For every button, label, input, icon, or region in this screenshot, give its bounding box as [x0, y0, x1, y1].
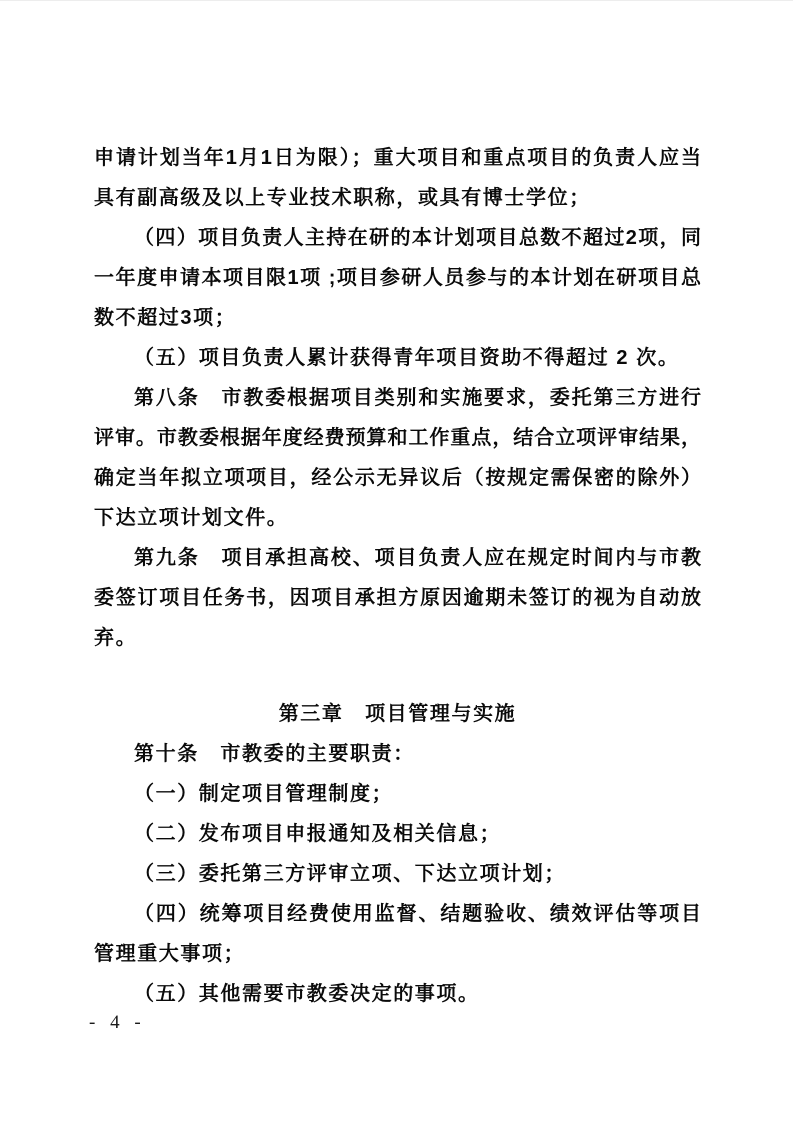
doc-line-2: 具有副高级及以上专业技术职称，或具有博士学位；: [94, 187, 591, 209]
article-10-item-4-line-1: （四）统筹项目经费使用监督、结题验收、绩效评估等项目: [134, 903, 701, 925]
doc-line-5: 数不超过3项；: [94, 307, 237, 329]
chapter-3-heading: 第三章 项目管理与实施: [278, 703, 517, 725]
doc-line-1: 申请计划当年1月1日为限）；重大项目和重点项目的负责人应当: [94, 147, 701, 169]
doc-line-4: 一年度申请本项目限1项 ;项目参研人员参与的本计划在研项目总: [94, 267, 701, 289]
article-9-line-1: 第九条 项目承担高校、项目负责人应在规定时间内与市教: [134, 547, 701, 569]
article-10-item-4-line-2: 管理重大事项；: [94, 943, 246, 965]
article-10-item-3: （三）委托第三方评审立项、下达立项计划；: [134, 863, 566, 885]
page-number: - 4 -: [89, 1012, 146, 1033]
article-10-item-2: （二）发布项目申报通知及相关信息；: [134, 823, 502, 845]
section-gap: [94, 658, 701, 694]
article-10-item-1: （一）制定项目管理制度；: [134, 783, 394, 805]
article-8-line-4: 下达立项计划文件。: [94, 507, 289, 529]
article-8-line-1: 第八条 市教委根据项目类别和实施要求，委托第三方进行: [134, 387, 701, 409]
text-column: [94, 138, 701, 1014]
doc-line-6-item-5: （五）项目负责人累计获得青年项目资助不得超过 2 次。: [134, 347, 680, 369]
document-page: [0, 1, 793, 1123]
doc-line-3-item-4: （四）项目负责人主持在研的本计划项目总数不超过2项，同: [134, 227, 701, 249]
article-8-line-2: 评审。市教委根据年度经费预算和工作重点，结合立项评审结果，: [94, 427, 701, 449]
article-9-line-2: 委签订项目任务书，因项目承担方原因逾期未签订的视为自动放: [94, 587, 701, 609]
article-8-line-3: 确定当年拟立项项目，经公示无异议后（按规定需保密的除外）: [94, 467, 701, 489]
article-10-item-5: （五）其他需要市教委决定的事项。: [134, 983, 480, 1005]
article-10-line-1: 第十条 市教委的主要职责：: [134, 743, 415, 765]
article-9-line-3: 弃。: [94, 627, 138, 649]
